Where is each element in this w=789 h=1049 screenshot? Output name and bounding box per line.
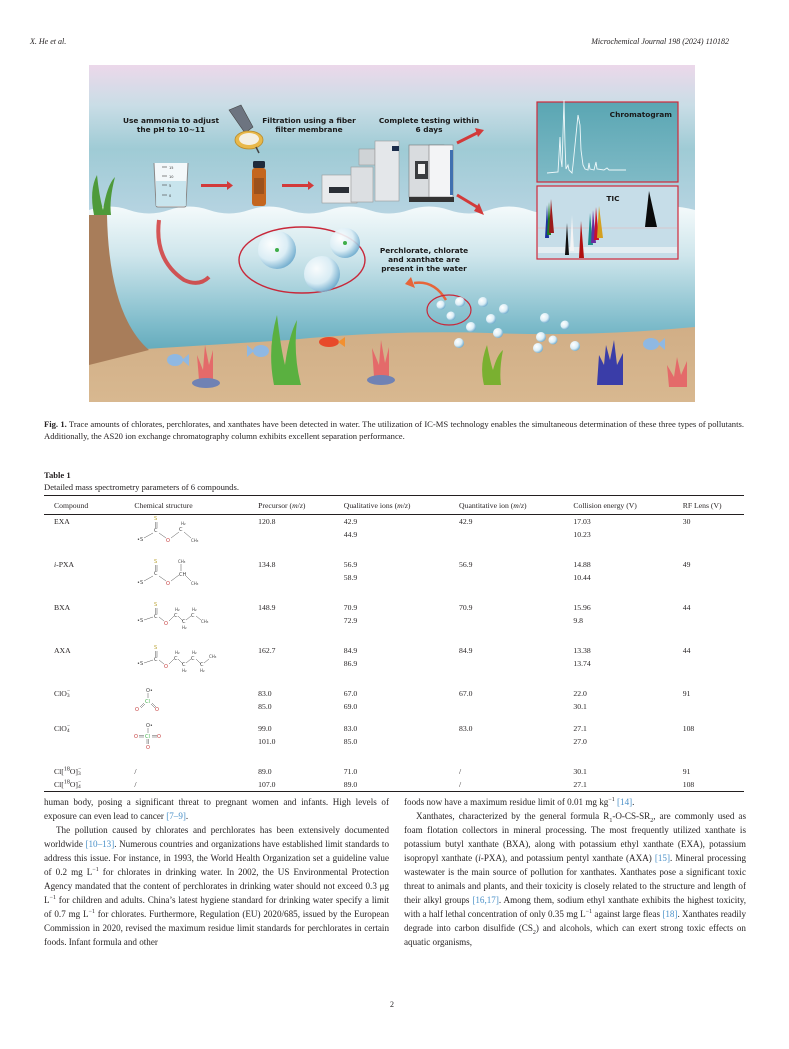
cell-qualitative: 70.9 xyxy=(343,603,358,612)
header-qualitative: Qualitative ions (m/z) xyxy=(344,496,459,515)
svg-text:O: O xyxy=(157,734,162,740)
svg-text:Cl: Cl xyxy=(145,699,151,705)
figure-illustration xyxy=(89,65,695,402)
svg-text:O: O xyxy=(164,621,169,627)
svg-text:C: C xyxy=(154,528,158,534)
cell-collision: 10.23 xyxy=(573,530,591,539)
table-row xyxy=(44,682,744,717)
running-head-journal: Microchemical Journal 198 (2024) 110182 xyxy=(591,37,729,46)
cell-collision: 27.1 xyxy=(573,780,587,789)
svg-text:H₂: H₂ xyxy=(181,521,186,526)
svg-text:C: C xyxy=(200,662,204,668)
svg-text:10: 10 xyxy=(169,175,174,179)
chromatogram-label: Chromatogram xyxy=(609,110,672,119)
cell-collision: 27.1 xyxy=(573,724,587,733)
structure-chlorate xyxy=(134,687,174,711)
svg-text:O: O xyxy=(164,664,169,670)
cell-quantitative: 67.0 xyxy=(459,689,473,698)
cell-quantitative: 56.9 xyxy=(459,560,473,569)
svg-text:O•: O• xyxy=(146,723,154,729)
cell-qualitative: 86.9 xyxy=(343,659,358,668)
cell-qualitative: 56.9 xyxy=(343,560,358,569)
tic-label: TIC xyxy=(606,194,620,203)
cell-compound: i-PXA xyxy=(54,560,75,569)
header-precursor: Precursor (m/z) xyxy=(258,496,344,515)
table-row xyxy=(44,778,744,792)
label-step2-line1: Filtration using a fiber xyxy=(262,116,356,125)
svg-text:C: C xyxy=(154,657,158,663)
svg-text:•S: •S xyxy=(137,661,144,667)
rock-icon xyxy=(367,375,395,385)
cell-collision: 14.88 xyxy=(573,560,591,569)
cell-compound: ClO− 3 xyxy=(54,688,70,700)
svg-text:H₂: H₂ xyxy=(175,650,180,655)
water-label-line2: and xanthate are xyxy=(388,255,460,264)
cell-rf-lens: 91 xyxy=(682,689,691,698)
bubble-xanthate xyxy=(304,256,340,292)
svg-text:O: O xyxy=(155,707,160,711)
svg-text:H₂: H₂ xyxy=(192,607,197,612)
beaker-icon xyxy=(154,163,188,207)
caption-label: Fig. 1. xyxy=(44,419,67,429)
label-step1-line2: the pH to 10~11 xyxy=(136,125,206,134)
header-collision: Collision energy (V) xyxy=(573,496,682,515)
cell-collision: 13.74 xyxy=(573,659,591,668)
header-rf-lens: RF Lens (V) xyxy=(683,496,744,515)
cell-compound: AXA xyxy=(54,646,71,655)
svg-text:CH: CH xyxy=(179,572,187,578)
svg-text:O: O xyxy=(166,581,171,587)
svg-text:H₂: H₂ xyxy=(182,668,187,673)
cell-rf-lens: 108 xyxy=(682,724,695,733)
cell-qualitative: 83.0 xyxy=(343,724,358,733)
chromatogram-panel xyxy=(537,100,678,182)
cell-precursor: 101.0 xyxy=(258,737,276,746)
cell-precursor: 134.8 xyxy=(258,560,276,569)
header-structure: Chemical structure xyxy=(134,496,258,515)
cell-collision: 27.0 xyxy=(573,737,587,746)
cell-rf-lens: 49 xyxy=(682,560,691,569)
svg-text:H₂: H₂ xyxy=(192,650,197,655)
cell-compound: Cl[$^{18}$O]− 4 xyxy=(54,779,82,791)
svg-text:C: C xyxy=(182,619,186,625)
cell-collision: 10.44 xyxy=(573,573,591,582)
table-row xyxy=(44,553,744,596)
svg-text:O: O xyxy=(166,538,171,544)
cell-compound: BXA xyxy=(54,603,71,612)
cell-precursor: 120.8 xyxy=(258,517,276,526)
svg-text:CH₃: CH₃ xyxy=(201,619,209,624)
cell-structure xyxy=(134,687,258,713)
table-row xyxy=(44,515,744,554)
cell-rf-lens: 44 xyxy=(682,603,691,612)
table-body xyxy=(44,515,744,792)
cell-collision: 22.0 xyxy=(573,689,587,698)
cell-collision: 9.8 xyxy=(573,616,583,625)
table-row xyxy=(44,717,744,760)
water-label-line1: Perchlorate, chlorate xyxy=(379,246,469,255)
svg-text:Cl: Cl xyxy=(145,734,151,740)
paragraph: The pollution caused by chlorates and perchlorates has been extensively documented worldwide [10–13]. Numerous countries and organizations have established limit standards to address this issue. For instance, in 1993, the World Health Organization set a guideline value of 0.2 mg $L^{-1}$ for chlorates in drinking water. In 2002, the US Environmental Protection Agency mandated that the content of perchlorates in drinking water should not exceed 0.3 μg $L^{-1}$ for children and adults. China’s latest hygiene standard for drinking water specify a limit of 0.7 mg $L^{-1}$ for chlorates. Furthermore, Regulation (EU) 2020/685, issued by the European Commission in 2020, revised the maximum residue limit standards for perchlorates in certain foods. Infant formula and other xyxy=(44,825,389,947)
svg-text:O: O xyxy=(146,745,151,751)
structure-ethyl-xanthate xyxy=(134,515,204,545)
body-column-right xyxy=(404,795,746,949)
svg-text:5: 5 xyxy=(169,184,172,188)
ms-parameters-table xyxy=(44,495,744,792)
svg-text:C: C xyxy=(154,571,158,577)
page-number: 2 xyxy=(390,1000,394,1009)
cell-structure xyxy=(134,515,258,547)
cell-rf-lens: 44 xyxy=(682,646,691,655)
svg-text:H₂: H₂ xyxy=(200,668,205,673)
running-head-authors: X. He et al. xyxy=(30,37,67,46)
cell-qualitative: 85.0 xyxy=(343,737,358,746)
cell-precursor: 89.0 xyxy=(258,767,272,776)
svg-text:C: C xyxy=(174,656,178,662)
cell-quantitative: 70.9 xyxy=(459,603,473,612)
svg-text:O: O xyxy=(134,734,139,740)
cell-structure xyxy=(134,601,258,633)
svg-text:C: C xyxy=(191,656,195,662)
svg-text:CH₃: CH₃ xyxy=(191,581,199,586)
cell-qualitative: 72.9 xyxy=(343,616,358,625)
cell-structure xyxy=(134,722,258,754)
figure-caption xyxy=(44,418,744,443)
cell-quantitative: / xyxy=(459,780,462,789)
cell-structure xyxy=(134,765,258,778)
label-step3-line2: 6 days xyxy=(415,125,443,134)
cell-precursor: 83.0 xyxy=(258,689,272,698)
cell-qualitative: 89.0 xyxy=(343,780,358,789)
svg-text:O: O xyxy=(135,707,140,711)
paragraph: foods now have a maximum residue limit of 0.01 mg $kg^{-1}$ [14]. xyxy=(404,796,635,807)
svg-text:C: C xyxy=(179,527,183,533)
cell-collision: 30.1 xyxy=(573,767,587,776)
rock-icon xyxy=(192,378,220,388)
cell-compound: Cl[$^{18}$O]− 3 xyxy=(54,766,82,778)
caption-text: Trace amounts of chlorates, perchlorates, and xanthates have been detected in water. The utilization of IC-MS technology enables the simultaneous determination of these three types of pollutants. Additionally, the AS20 ion exchange chromatography column exhibits excellent separation performance. xyxy=(44,419,744,442)
table-subtitle: Detailed mass spectrometry parameters of 6 compounds. xyxy=(44,482,239,492)
svg-text:•S: •S xyxy=(137,537,144,543)
svg-text:0: 0 xyxy=(169,194,172,198)
svg-text:CH₃: CH₃ xyxy=(178,559,186,564)
cell-collision: 13.38 xyxy=(573,646,591,655)
paragraph: human body, posing a significant threat to pregnant women and infants. High levels of exposure can even lead to cancer [7–9]. xyxy=(44,797,389,821)
body-column-left xyxy=(44,795,389,949)
svg-text:O•: O• xyxy=(146,688,154,694)
svg-text:C: C xyxy=(174,613,178,619)
tic-panel xyxy=(537,186,678,259)
svg-text:C: C xyxy=(182,662,186,668)
table-row xyxy=(44,639,744,682)
cell-collision: 15.96 xyxy=(573,603,591,612)
cell-precursor: 99.0 xyxy=(258,724,272,733)
svg-text:H₂: H₂ xyxy=(175,607,180,612)
structure-placeholder: / xyxy=(134,780,137,789)
label-step2-line2: filter membrane xyxy=(275,125,343,134)
figure-1 xyxy=(89,65,695,402)
table-row xyxy=(44,760,744,778)
cell-qualitative: 84.9 xyxy=(343,646,358,655)
structure-perchlorate xyxy=(134,722,174,752)
cell-qualitative: 44.9 xyxy=(343,530,358,539)
cell-precursor: 85.0 xyxy=(258,702,272,711)
svg-text:S: S xyxy=(154,516,158,522)
cell-precursor: 162.7 xyxy=(258,646,276,655)
label-step3-line1: Complete testing within xyxy=(378,116,480,125)
cell-compound: EXA xyxy=(54,517,70,526)
cell-precursor: 148.9 xyxy=(258,603,276,612)
svg-text:S: S xyxy=(154,645,158,651)
table-header-row xyxy=(44,496,744,515)
svg-text:S: S xyxy=(154,602,158,608)
structure-butyl-xanthate xyxy=(134,601,214,631)
cell-qualitative: 69.0 xyxy=(343,702,358,711)
cell-rf-lens: 108 xyxy=(682,780,695,789)
cell-qualitative: 42.9 xyxy=(343,517,358,526)
cell-collision: 30.1 xyxy=(573,702,587,711)
structure-pentyl-xanthate xyxy=(134,644,224,674)
svg-text:H₂: H₂ xyxy=(182,625,187,630)
paragraph: Xanthates, characterized by the general formula $R_1-O-CS-SR_2$, are commonly used as foam flotation collectors in mineral processing. The most frequently utilized xanthate is potassium butyl xanthate (BXA), along with potassium ethyl xanthate (EXA), potassium isopropyl xanthate (i-PXA), and potassium pentyl xanthate (AXA) [15]. Mineral processing wastewater is the main source of pollution for xanthates. Xanthates pose a significant toxic threat to animals and plants, and their toxicity is closely related to the structure and length of their alkyl groups [16,17]. Among them, sodium ethyl xanthate exhibits the highest toxicity, with a half lethal concentration of only 0.35 mg $L^{-1}$ against large fleas [18]. Xanthates readily degrade into carbon disulfide $(CS_2)$ and alcohols, which can exert strong toxic effects on aquatic organisms, xyxy=(404,811,747,947)
svg-text:•S: •S xyxy=(137,580,144,586)
svg-text:C: C xyxy=(191,613,195,619)
cell-quantitative: 84.9 xyxy=(459,646,473,655)
svg-text:C: C xyxy=(154,614,158,620)
svg-text:•S: •S xyxy=(137,618,144,624)
sample-vial-icon xyxy=(252,161,266,206)
cell-qualitative: 71.0 xyxy=(343,767,358,776)
cell-precursor: 107.0 xyxy=(258,780,276,789)
header-quantitative: Quantitative ion (m/z) xyxy=(459,496,573,515)
cell-compound: ClO− 4 xyxy=(54,723,70,735)
cell-structure xyxy=(134,778,258,791)
cell-quantitative: 83.0 xyxy=(459,724,473,733)
header-compound: Compound xyxy=(44,496,134,515)
cell-qualitative: 67.0 xyxy=(343,689,358,698)
label-step1-line1: Use ammonia to adjust xyxy=(123,116,219,125)
cell-structure xyxy=(134,644,258,676)
svg-text:CH₃: CH₃ xyxy=(209,654,217,659)
cell-quantitative: / xyxy=(459,767,462,776)
structure-placeholder: / xyxy=(134,767,137,776)
svg-text:S: S xyxy=(154,559,158,565)
cell-rf-lens: 91 xyxy=(682,767,691,776)
structure-isopropyl-xanthate xyxy=(134,558,204,588)
cell-collision: 17.03 xyxy=(573,517,591,526)
svg-text:15: 15 xyxy=(169,166,174,170)
cell-qualitative: 58.9 xyxy=(343,573,358,582)
table-title: Table 1 xyxy=(44,470,71,480)
water-label-line3: present in the water xyxy=(381,264,467,273)
table-row xyxy=(44,596,744,639)
cell-rf-lens: 30 xyxy=(682,517,691,526)
cell-structure xyxy=(134,558,258,590)
svg-text:CH₃: CH₃ xyxy=(191,538,199,543)
cell-quantitative: 42.9 xyxy=(459,517,473,526)
